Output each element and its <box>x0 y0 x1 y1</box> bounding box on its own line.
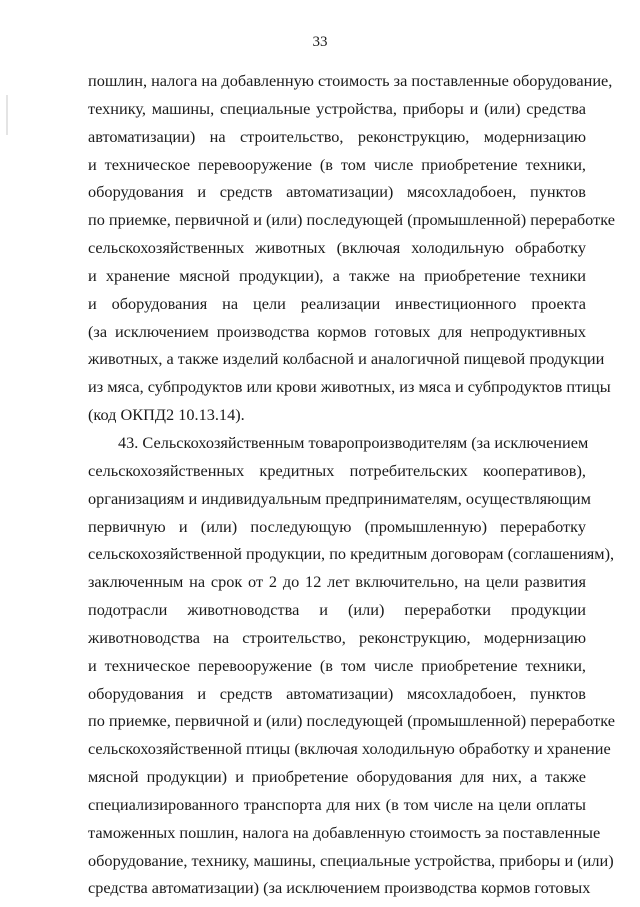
text-line: и техническое перевооружение (в том числе приобретение техники, <box>88 655 586 675</box>
text-line: и хранение мясной продукции), а также на приобретение техники <box>88 265 586 285</box>
text-line: таможенных пошлин, налога на добавленную стоимость за поставленные <box>88 822 601 842</box>
text-line: подотрасли животноводства и (или) переработки продукции <box>88 600 586 620</box>
text-line: мясной продукции) и приобретение оборудования для них, а также <box>88 767 586 787</box>
text-line: сельскохозяйственных кредитных потребительских кооперативов), <box>88 460 586 480</box>
text-line: (код ОКПД2 10.13.14). <box>88 405 245 425</box>
text-line: и техническое перевооружение (в том числе приобретение техники, <box>88 154 586 174</box>
text-line: по приемке, первичной и (или) последующей (промышленной) переработке <box>88 711 615 731</box>
text-line: животноводства на строительство, реконструкцию, модернизацию <box>88 627 586 647</box>
text-line: сельскохозяйственной птицы (включая холодильную обработку и хранение <box>88 739 611 759</box>
text-line: (за исключением производства кормов готовых для непродуктивных <box>88 321 586 341</box>
text-line: специализированного транспорта для них (в том числе на цели оплаты <box>88 794 586 814</box>
text-line: организациям и индивидуальным предпринимателям, осуществляющим <box>88 488 591 508</box>
document-body <box>88 67 615 902</box>
text-line: из мяса, субпродуктов или крови животных, из мяса и субпродуктов птицы <box>88 377 611 397</box>
text-line: технику, машины, специальные устройства, приборы и (или) средства <box>88 98 586 118</box>
text-line: заключенным на срок от 2 до 12 лет включительно, на цели развития <box>88 572 586 592</box>
paragraph <box>88 67 615 429</box>
page-number: 33 <box>312 34 328 50</box>
text-line: оборудования и средств автоматизации) мясохладобоен, пунктов <box>88 683 586 703</box>
text-line: сельскохозяйственных животных (включая холодильную обработку <box>88 238 586 258</box>
text-line: животных, а также изделий колбасной и аналогичной пищевой продукции <box>88 349 605 369</box>
text-line: 43. Сельскохозяйственным товаропроизводителям (за исключением <box>118 432 589 452</box>
text-line: сельскохозяйственной продукции, по кредитным договорам (соглашениям), <box>88 544 615 564</box>
text-line: пошлин, налога на добавленную стоимость за поставленные оборудование, <box>88 71 613 90</box>
text-line: первичную и (или) последующую (промышленную) переработку <box>88 516 586 536</box>
scan-edge-mark <box>6 95 8 135</box>
text-line: автоматизации) на строительство, реконструкцию, модернизацию <box>88 126 586 146</box>
text-line: средства автоматизации) (за исключением производства кормов готовых <box>88 878 591 898</box>
text-line: по приемке, первичной и (или) последующей (промышленной) переработке <box>88 210 615 230</box>
text-line: и оборудования на цели реализации инвестиционного проекта <box>88 293 586 313</box>
paragraph <box>88 429 615 902</box>
text-line: оборудование, технику, машины, специальные устройства, приборы и (или) <box>88 850 614 870</box>
text-line: оборудования и средств автоматизации) мясохладобоен, пунктов <box>88 182 586 202</box>
